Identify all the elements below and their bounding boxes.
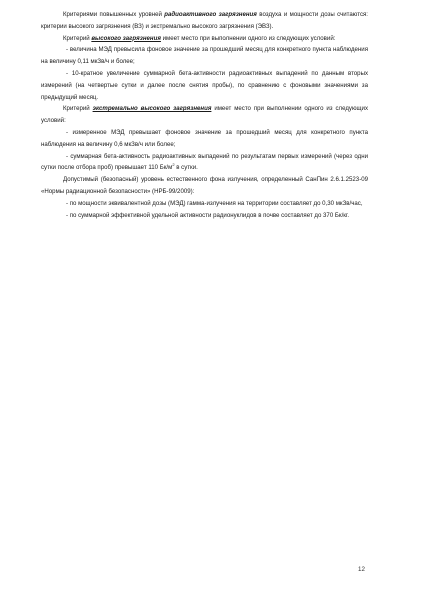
text-run: воздуха и мощности дозы считаются: критерии высокого загрязнения (ВЗ) и экстремально высокого загрязнения (ЭВЗ). (41, 11, 368, 30)
paragraph-high-contamination (41, 33, 368, 45)
text-run: Критериями повышенных уровней (63, 11, 165, 18)
list-item-soil-activity: - по суммарной эффективной удельной активности радионуклидов в почве составляет до 370 Бк/кг. (66, 211, 350, 219)
list-item-med-06: - измеренное МЭД превышает фоновое значение за прошедший месяц для конкретного пункта наблюдения на величину 0,6 мкЗв/ч или более; (41, 128, 368, 148)
paragraph-extreme-contamination (41, 103, 368, 127)
emphasis-radioactive-contamination: радиоактивного загрязнения (164, 11, 257, 18)
text-run: имеет место при выполнении одного из следующих условий: (41, 105, 368, 125)
list-item-beta-110 (41, 151, 368, 175)
superscript: 2 (172, 162, 175, 168)
emphasis-extreme-contamination: экстремально высокого загрязнения (92, 105, 212, 113)
text-run: Критерий (63, 34, 92, 42)
page-number: 12 (358, 566, 365, 573)
text-run: - суммарная бета-активность радиоактивных выпадений по результатам первых измерений (через одни сутки после отбора проб) превышает 110 Бк/м (41, 152, 368, 172)
list-item-dose-rate: - по мощности эквивалентной дозы (МЭД) гамма-излучения на территории составляет до 0,30 мкЗв/час, (66, 199, 363, 207)
paragraph-permissible-level: Допустимый (безопасный) уровень естественного фона излучения, определенный СанПин 2.6.1.2523-09 «Нормы радиационной безопасности» (НРБ-99/2009): (41, 176, 368, 195)
list-item-beta-tenfold: - 10-кратное увеличение суммарной бета-активности радиоактивных выпадений по данным вторых измерений (на четвертые сутки и далее после снятия пробы), по сравнению с фоновыми значениями за предыдущий месяц. (41, 69, 368, 101)
text-run: Критерий (63, 105, 93, 113)
list-item-med-011: - величина МЭД превысила фоновое значение за прошедший месяц для конкретного пункта наблюдения на величину 0,11 мкЗв/ч и более; (41, 46, 368, 66)
text-run: в сутки. (174, 164, 198, 172)
paragraph-criteria-intro (41, 9, 368, 33)
emphasis-high-contamination: высокого загрязнения (91, 34, 161, 42)
document-body (41, 9, 368, 221)
text-run: имеет место при выполнении одного из следующих условий: (160, 34, 336, 42)
